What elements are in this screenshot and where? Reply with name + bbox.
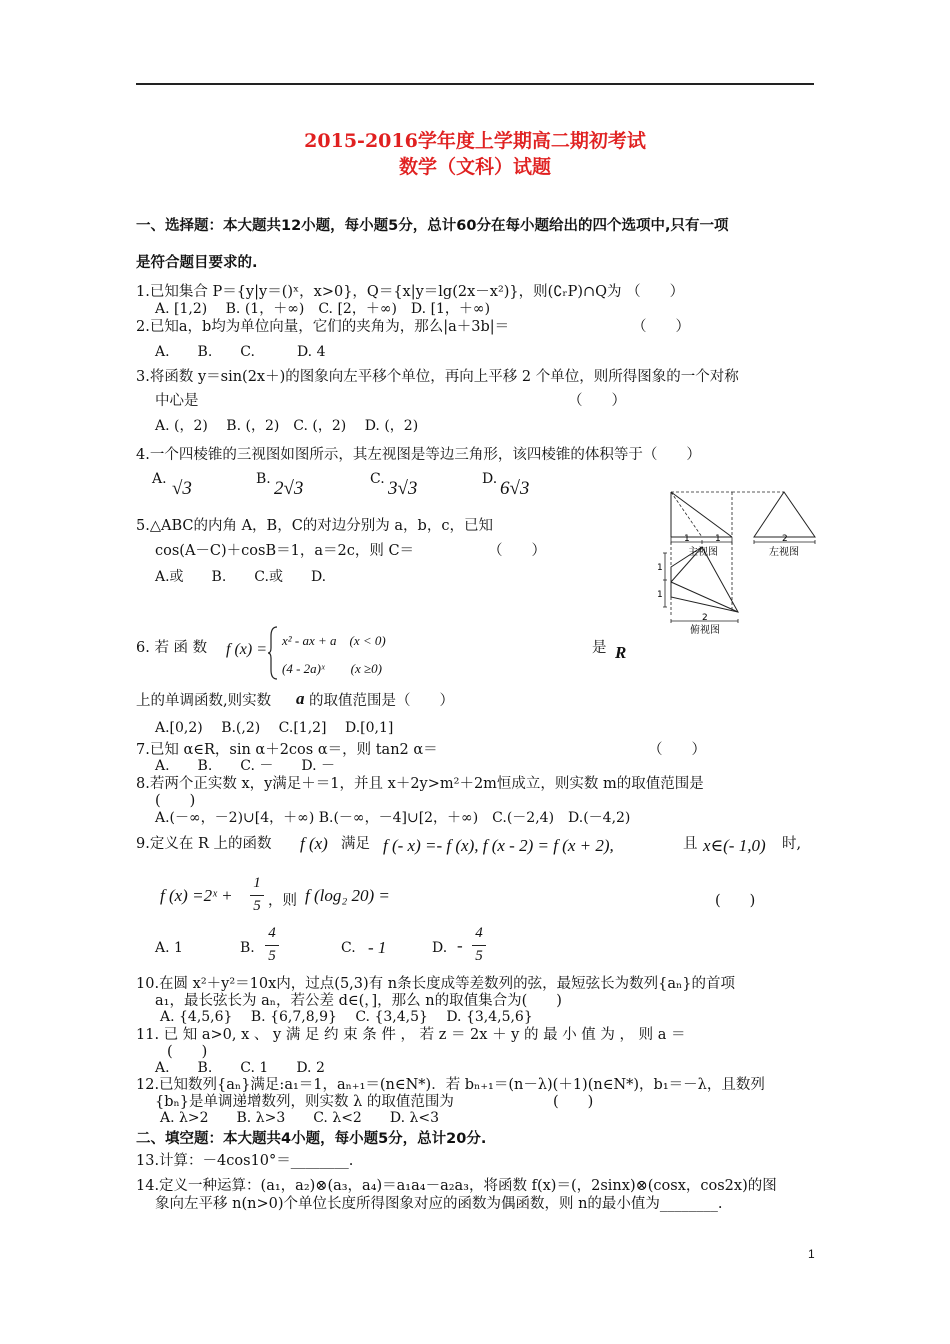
- q2-options: A. B. C. D. 4: [155, 344, 326, 360]
- q6-var-a: a: [296, 689, 305, 708]
- q9-func-def: f (x) =2ˣ +: [160, 886, 233, 905]
- q9-option-c-value: - 1: [368, 938, 387, 957]
- q9-stem-c: 且: [683, 836, 698, 852]
- q9-option-b-den: 5: [268, 948, 276, 964]
- dim-top-width: 2: [702, 613, 708, 623]
- q9-target: f (log₂ 20) =: [305, 886, 390, 905]
- q9-fx: f (x): [300, 834, 328, 853]
- q14-stem-line1: 14.定义一种运算：(a₁，a₂)⊗(a₃，a₄)＝a₁a₄－a₂a₃，将函数 f(x)＝(，2sinx)⊗(cosx，cos2x)的图: [136, 1178, 777, 1194]
- q9-frac-den: 5: [253, 898, 261, 914]
- side-view-label: 左视图: [769, 547, 799, 558]
- q2-paren: （ ）: [632, 319, 690, 335]
- q7-options: A. B. C. － D. －: [155, 758, 336, 774]
- q8-options: A.(－∞，－2)∪[4，＋∞) B.(－∞，－4]∪[2，＋∞) C.(－2,4) D.(－4,2): [155, 810, 631, 826]
- q4-option-a-value: √3: [172, 478, 192, 499]
- q3-stem-line2: 中心是: [155, 393, 199, 409]
- q4-option-c-value: 3√3: [388, 478, 418, 499]
- section1-heading-line2: 是符合题目要求的.: [136, 255, 258, 271]
- q9-option-d-bar: [472, 945, 486, 946]
- q9-frac-num: 1: [253, 875, 261, 891]
- q6-stem-prefix: 6. 若 函 数: [136, 640, 208, 656]
- dim-front-left: 1: [684, 534, 690, 544]
- front-view: [671, 492, 732, 537]
- q9-frac-bar: [250, 895, 264, 896]
- q4-option-d-value: 6√3: [500, 478, 530, 499]
- q2-stem: 2.已知a，b均为单位向量，它们的夹角为，那么|a＋3b|＝: [136, 319, 510, 335]
- q8-stem-line1: 8.若两个正实数 x，y满足＋＝1，并且 x＋2y>m²＋2m恒成立，则实数 m的取值范围是: [136, 776, 704, 792]
- dim-front-right: 1: [715, 534, 721, 544]
- q3-paren: （ ）: [568, 393, 626, 409]
- q9-option-d-label: D.: [432, 940, 448, 956]
- q10-options: A. {4,5,6} B. {6,7,8,9} C. {3,4,5} D. {3,4,5,6}: [160, 1009, 533, 1025]
- page-number: 1: [808, 1247, 815, 1261]
- q9-stem-a: 9.定义在 R 上的函数: [136, 836, 272, 852]
- q6-options: A.[0,2) B.(,2) C.[1,2] D.[0,1]: [155, 720, 394, 736]
- dim-side-width: 2: [782, 534, 788, 544]
- q9-stem-e: ，则: [268, 893, 297, 909]
- q5-options: A.或 B. C.或 D.: [155, 569, 327, 585]
- header-rule: [136, 83, 814, 85]
- q4-option-c-label: C.: [370, 471, 385, 487]
- page-subtitle: 数学（文科）试题: [398, 156, 551, 178]
- q9-option-d-sign: -: [457, 936, 463, 955]
- side-view: [732, 492, 815, 537]
- q11-stem-line1: 11. 已 知 a>0, x 、 y 满 足 约 束 条 件 ， 若 z ＝ 2x ＋ y 的 最 小 值 为 ， 则 a ＝: [136, 1027, 686, 1043]
- q9-option-d-num: 4: [475, 925, 483, 941]
- q9-stem-b: 满足: [341, 836, 370, 852]
- q3-options: A. (，2) B. (，2) C. (，2) D. (，2): [155, 418, 419, 434]
- q9-option-b-num: 4: [268, 925, 276, 941]
- q4-option-b-value: 2√3: [274, 478, 304, 499]
- three-view-figure: [652, 487, 818, 637]
- front-view-label: 主视图: [688, 547, 718, 558]
- q6-brace: [268, 626, 278, 680]
- q6-set-r: R: [615, 643, 627, 662]
- q7-paren: （ ）: [648, 742, 706, 758]
- q10-stem-line2: a₁，最长弦长为 aₙ，若公差 d∈(，]，那么 n的取值集合为( ): [155, 993, 562, 1009]
- q4-option-b-label: B.: [256, 471, 271, 487]
- q6-piece1: x² - ax + a (x < 0): [282, 633, 386, 648]
- q9-paren: ( ): [715, 893, 756, 909]
- q9-option-a: A. 1: [155, 940, 183, 956]
- dim-top-upper: 1: [657, 563, 663, 573]
- q9-option-b-bar: [265, 945, 279, 946]
- dim-top-lower: 1: [657, 590, 663, 600]
- q4-stem: 4.一个四棱锥的三视图如图所示，其左视图是等边三角形，该四棱锥的体积等于（ ）: [136, 447, 701, 463]
- q9-domain: x∈(- 1,0): [703, 836, 766, 855]
- q7-stem: 7.已知 α∈R，sin α＋2cos α＝，则 tan2 α＝: [136, 742, 438, 758]
- q5-paren: （ ）: [488, 543, 546, 559]
- q13-stem: 13.计算：－4cos10°＝________.: [136, 1153, 354, 1169]
- section2-heading: 二、填空题：本大题共4小题，每小题5分，总计20分.: [136, 1131, 487, 1147]
- q1-options: A. [1,2) B. (1，＋∞) C. [2，＋∞) D. [1，＋∞): [155, 301, 491, 317]
- q5-stem-line1: 5.△ABC的内角 A，B，C的对边分别为 a，b，c，已知: [136, 518, 493, 534]
- q12-paren: ( ): [553, 1094, 594, 1110]
- q9-option-d-den: 5: [475, 948, 483, 964]
- q6-stem-line2b: 的取值范围是（ ）: [309, 693, 454, 709]
- q11-options: A. B. C. 1 D. 2: [155, 1060, 325, 1076]
- q12-options: A. λ>2 B. λ>3 C. λ<2 D. λ<3: [160, 1110, 439, 1126]
- q12-stem-line1: 12.已知数列{aₙ}满足:a₁＝1，aₙ₊₁＝(n∈N*)．若 bₙ₊₁＝(n－λ)(＋1)(n∈N*)，b₁＝－λ，且数列: [136, 1077, 765, 1093]
- q8-stem-line2: ( ): [155, 793, 196, 809]
- page-title: 2015-2016学年度上学期高二期初考试: [304, 130, 646, 152]
- q1-stem: 1.已知集合 P＝{y|y＝()ˣ，x>0}，Q＝{x|y＝lg(2x－x²)}，则(∁ᵣP)∩Q为 （ ）: [136, 284, 685, 300]
- q4-option-a-label: A.: [152, 471, 167, 487]
- q3-stem-line1: 3.将函数 y＝sin(2x＋)的图象向左平移个单位，再向上平移 2 个单位，则所得图象的一个对称: [136, 369, 739, 385]
- q9-stem-d: 时,: [782, 836, 802, 852]
- q6-piece2: (4 - 2a)ˣ (x ≥0): [282, 661, 382, 676]
- q6-stem-suffix: 是: [592, 640, 607, 656]
- q6-func-label: f (x) =: [226, 641, 267, 658]
- q5-stem-line2: cos(A－C)＋cosB＝1，a＝2c，则 C＝: [155, 543, 415, 559]
- q11-stem-line2: ( ): [167, 1044, 208, 1060]
- q9-option-c-label: C.: [341, 940, 356, 956]
- q14-stem-line2: 象向左平移 n(n>0)个单位长度所得图象对应的函数为偶函数，则 n的最小值为________.: [155, 1196, 723, 1212]
- section1-heading-line1: 一、选择题：本大题共12小题，每小题5分，总计60分在每小题给出的四个选项中,只有一项: [136, 218, 729, 234]
- q9-condition: f (- x) =- f (x), f (x - 2) = f (x + 2),: [383, 836, 614, 855]
- top-view-label: 俯视图: [690, 625, 720, 636]
- q9-option-b-label: B.: [240, 940, 255, 956]
- q4-option-d-label: D.: [482, 471, 498, 487]
- q12-stem-line2: {bₙ}是单调递增数列，则实数 λ 的取值范围为: [155, 1094, 454, 1110]
- q6-stem-line2a: 上的单调函数,则实数: [136, 693, 272, 709]
- q10-stem-line1: 10.在圆 x²＋y²＝10x内，过点(5,3)有 n条长度成等差数列的弦，最短弦长为数列{aₙ}的首项: [136, 976, 735, 992]
